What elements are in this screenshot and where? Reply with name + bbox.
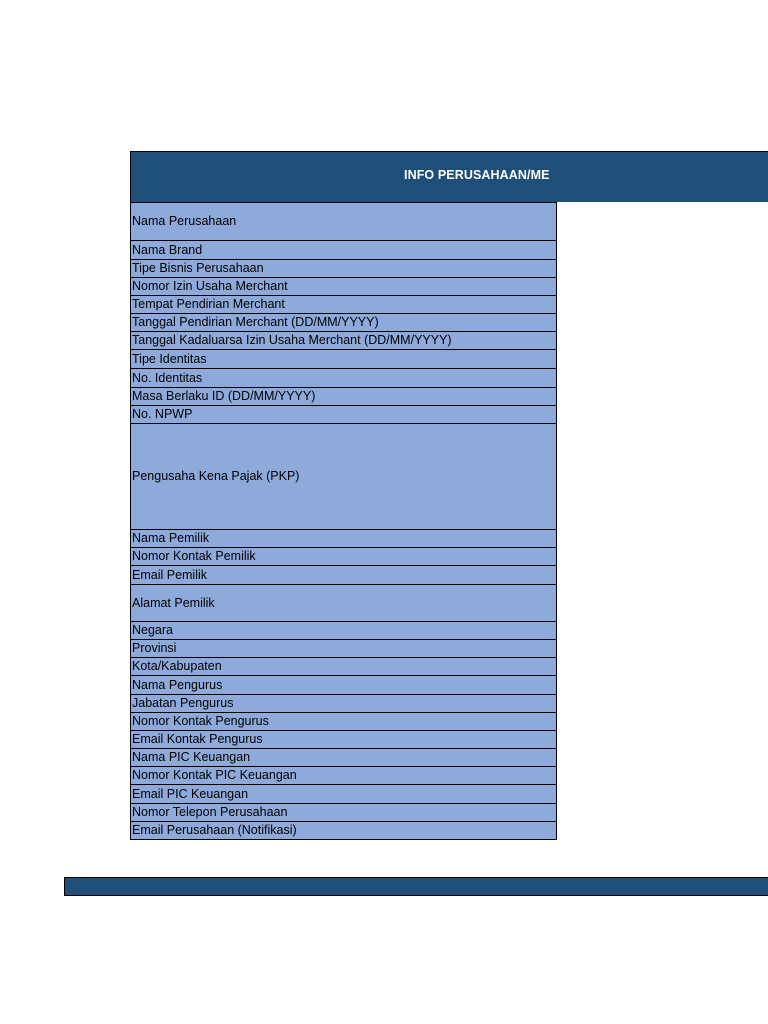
- footer-bar-left-cell: [64, 877, 131, 896]
- row-label-tanggal-kadaluarsa[interactable]: Tanggal Kadaluarsa Izin Usaha Merchant (DD/MM/YYYY): [131, 332, 557, 350]
- row-label-provinsi[interactable]: Provinsi: [131, 640, 557, 658]
- row-label-email-pemilik[interactable]: Email Pemilik: [131, 566, 557, 585]
- row-label-nama-pemilik[interactable]: Nama Pemilik: [131, 530, 557, 548]
- row-label-nama-brand[interactable]: Nama Brand: [131, 241, 557, 260]
- row-label-tempat-pendirian[interactable]: Tempat Pendirian Merchant: [131, 296, 557, 314]
- row-label-tanggal-pendirian[interactable]: Tanggal Pendirian Merchant (DD/MM/YYYY): [131, 314, 557, 332]
- row-label-negara[interactable]: Negara: [131, 622, 557, 640]
- row-label-nomor-kontak-pic-keuangan[interactable]: Nomor Kontak PIC Keuangan: [131, 767, 557, 785]
- company-info-form: [130, 202, 557, 840]
- row-label-email-kontak-pengurus[interactable]: Email Kontak Pengurus: [131, 731, 557, 749]
- row-label-nomor-kontak-pengurus[interactable]: Nomor Kontak Pengurus: [131, 713, 557, 731]
- footer-bar: [130, 877, 768, 896]
- row-label-kota-kabupaten[interactable]: Kota/Kabupaten: [131, 658, 557, 676]
- row-label-nomor-izin-usaha[interactable]: Nomor Izin Usaha Merchant: [131, 278, 557, 296]
- row-label-nomor-kontak-pemilik[interactable]: Nomor Kontak Pemilik: [131, 548, 557, 566]
- row-label-email-pic-keuangan[interactable]: Email PIC Keuangan: [131, 785, 557, 804]
- row-label-tipe-bisnis[interactable]: Tipe Bisnis Perusahaan: [131, 260, 557, 278]
- row-label-pkp[interactable]: Pengusaha Kena Pajak (PKP): [131, 424, 557, 530]
- row-label-no-identitas[interactable]: No. Identitas: [131, 369, 557, 388]
- row-label-alamat-pemilik[interactable]: Alamat Pemilik: [131, 585, 557, 622]
- row-label-nama-pic-keuangan[interactable]: Nama PIC Keuangan: [131, 749, 557, 767]
- row-label-no-npwp[interactable]: No. NPWP: [131, 406, 557, 424]
- row-label-masa-berlaku-id[interactable]: Masa Berlaku ID (DD/MM/YYYY): [131, 388, 557, 406]
- row-label-nama-perusahaan[interactable]: Nama Perusahaan: [131, 203, 557, 241]
- row-label-jabatan-pengurus[interactable]: Jabatan Pengurus: [131, 695, 557, 713]
- section-title: INFO PERUSAHAAN/ME: [404, 168, 550, 182]
- row-label-nomor-telepon-perusahaan[interactable]: Nomor Telepon Perusahaan: [131, 804, 557, 822]
- row-label-tipe-identitas[interactable]: Tipe Identitas: [131, 350, 557, 369]
- row-label-email-perusahaan[interactable]: Email Perusahaan (Notifikasi): [131, 822, 557, 840]
- row-label-nama-pengurus[interactable]: Nama Pengurus: [131, 676, 557, 695]
